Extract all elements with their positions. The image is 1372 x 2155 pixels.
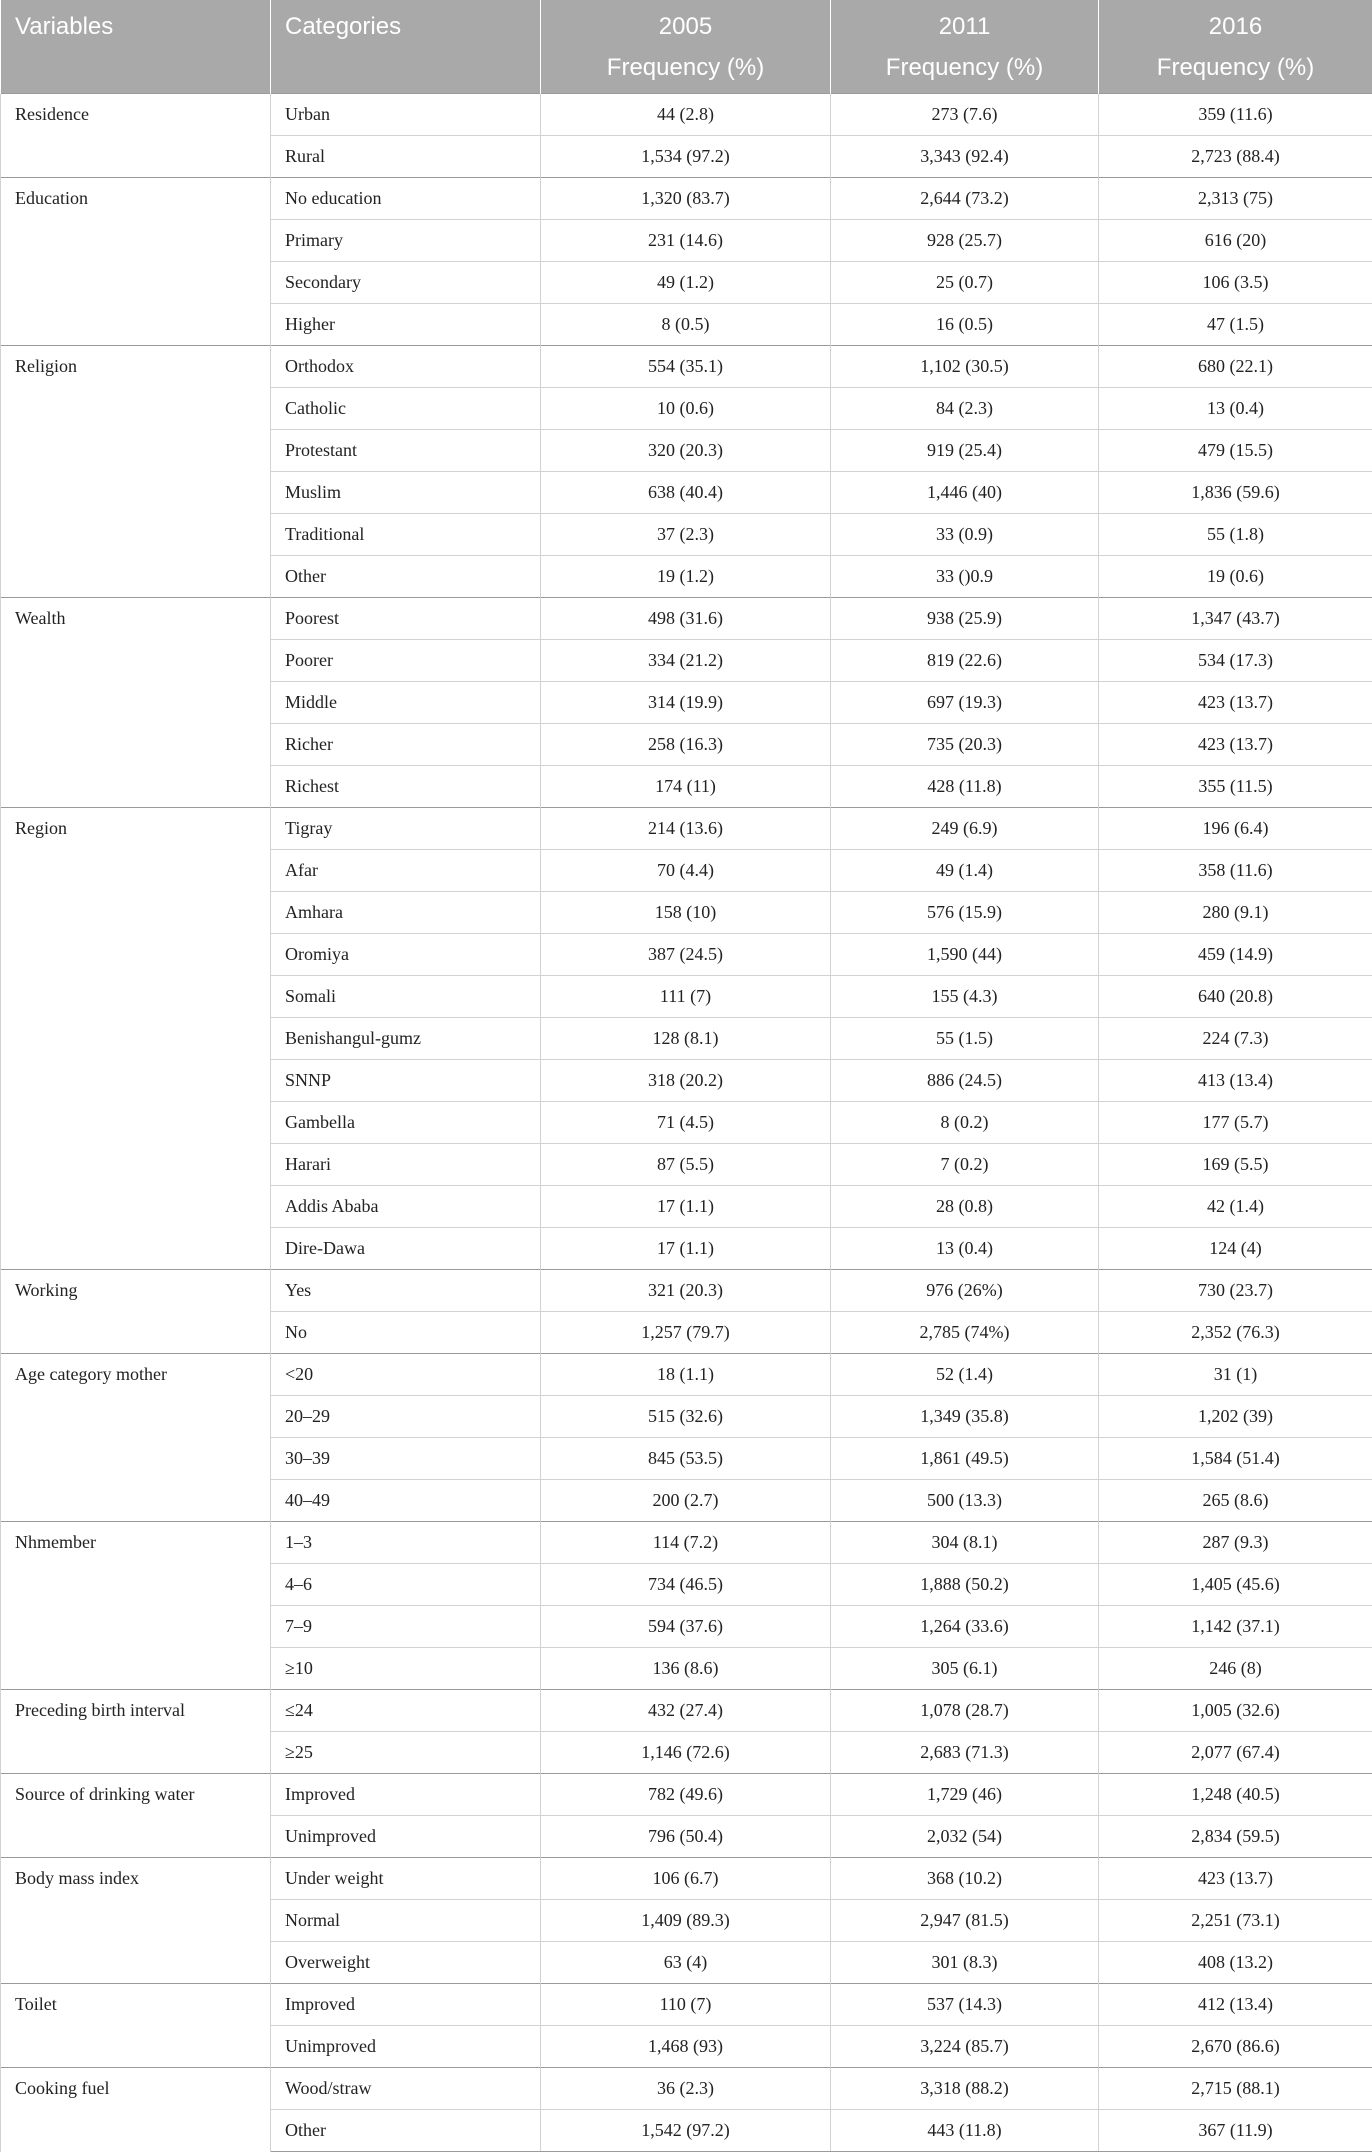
value-2005-cell: 174 (11) xyxy=(541,766,831,808)
value-2016-cell: 358 (11.6) xyxy=(1099,850,1372,892)
value-2016-cell: 2,670 (86.6) xyxy=(1099,2026,1372,2068)
value-2011-cell: 305 (6.1) xyxy=(831,1648,1099,1690)
value-2011-cell: 1,590 (44) xyxy=(831,934,1099,976)
category-cell: SNNP xyxy=(271,1060,541,1102)
table-body xyxy=(1,94,1372,2152)
variable-cell: Nhmember xyxy=(1,1522,271,1690)
category-cell: Higher xyxy=(271,304,541,346)
value-2016-cell: 169 (5.5) xyxy=(1099,1144,1372,1186)
value-2011-cell: 928 (25.7) xyxy=(831,220,1099,262)
value-2005-cell: 782 (49.6) xyxy=(541,1774,831,1816)
header-row xyxy=(1,0,1372,94)
value-2011-cell: 155 (4.3) xyxy=(831,976,1099,1018)
category-cell: Yes xyxy=(271,1270,541,1312)
category-cell: No xyxy=(271,1312,541,1354)
value-2016-cell: 31 (1) xyxy=(1099,1354,1372,1396)
value-2005-cell: 36 (2.3) xyxy=(541,2068,831,2110)
value-2016-cell: 423 (13.7) xyxy=(1099,724,1372,766)
value-2011-cell: 919 (25.4) xyxy=(831,430,1099,472)
table-row xyxy=(1,598,1372,640)
value-2011-cell: 576 (15.9) xyxy=(831,892,1099,934)
value-2011-cell: 52 (1.4) xyxy=(831,1354,1099,1396)
value-2016-cell: 640 (20.8) xyxy=(1099,976,1372,1018)
header-year-2005 xyxy=(541,0,831,94)
value-2016-cell: 124 (4) xyxy=(1099,1228,1372,1270)
value-2005-cell: 498 (31.6) xyxy=(541,598,831,640)
value-2016-cell: 106 (3.5) xyxy=(1099,262,1372,304)
variable-cell: Region xyxy=(1,808,271,1270)
category-cell: Protestant xyxy=(271,430,541,472)
value-2011-cell: 2,032 (54) xyxy=(831,1816,1099,1858)
table-row xyxy=(1,346,1372,388)
category-cell: Improved xyxy=(271,1984,541,2026)
value-2005-cell: 314 (19.9) xyxy=(541,682,831,724)
value-2016-cell: 355 (11.5) xyxy=(1099,766,1372,808)
category-cell: No education xyxy=(271,178,541,220)
value-2011-cell: 2,644 (73.2) xyxy=(831,178,1099,220)
category-cell: Tigray xyxy=(271,808,541,850)
value-2016-cell: 1,584 (51.4) xyxy=(1099,1438,1372,1480)
category-cell: 4–6 xyxy=(271,1564,541,1606)
table-row xyxy=(1,94,1372,136)
value-2016-cell: 412 (13.4) xyxy=(1099,1984,1372,2026)
header-frequency-label: Frequency (%) xyxy=(606,53,765,81)
category-cell: Under weight xyxy=(271,1858,541,1900)
value-2005-cell: 638 (40.4) xyxy=(541,472,831,514)
category-cell: Catholic xyxy=(271,388,541,430)
variable-cell: Residence xyxy=(1,94,271,178)
category-cell: Richest xyxy=(271,766,541,808)
value-2005-cell: 87 (5.5) xyxy=(541,1144,831,1186)
value-2016-cell: 423 (13.7) xyxy=(1099,682,1372,724)
category-cell: ≥25 xyxy=(271,1732,541,1774)
value-2011-cell: 443 (11.8) xyxy=(831,2110,1099,2152)
value-2016-cell: 196 (6.4) xyxy=(1099,808,1372,850)
value-2005-cell: 71 (4.5) xyxy=(541,1102,831,1144)
value-2016-cell: 246 (8) xyxy=(1099,1648,1372,1690)
value-2011-cell: 428 (11.8) xyxy=(831,766,1099,808)
value-2011-cell: 735 (20.3) xyxy=(831,724,1099,766)
category-cell: Oromiya xyxy=(271,934,541,976)
category-cell: Improved xyxy=(271,1774,541,1816)
value-2011-cell: 33 ()0.9 xyxy=(831,556,1099,598)
value-2011-cell: 2,785 (74%) xyxy=(831,1312,1099,1354)
value-2011-cell: 976 (26%) xyxy=(831,1270,1099,1312)
value-2005-cell: 231 (14.6) xyxy=(541,220,831,262)
table-row xyxy=(1,1690,1372,1732)
variable-cell: Cooking fuel xyxy=(1,2068,271,2152)
value-2016-cell: 1,405 (45.6) xyxy=(1099,1564,1372,1606)
value-2011-cell: 273 (7.6) xyxy=(831,94,1099,136)
value-2016-cell: 2,077 (67.4) xyxy=(1099,1732,1372,1774)
variable-cell: Religion xyxy=(1,346,271,598)
value-2016-cell: 459 (14.9) xyxy=(1099,934,1372,976)
category-cell: ≥10 xyxy=(271,1648,541,1690)
value-2016-cell: 413 (13.4) xyxy=(1099,1060,1372,1102)
value-2011-cell: 7 (0.2) xyxy=(831,1144,1099,1186)
value-2005-cell: 128 (8.1) xyxy=(541,1018,831,1060)
value-2016-cell: 2,715 (88.1) xyxy=(1099,2068,1372,2110)
table-row xyxy=(1,1984,1372,2026)
value-2005-cell: 1,468 (93) xyxy=(541,2026,831,2068)
value-2011-cell: 55 (1.5) xyxy=(831,1018,1099,1060)
value-2016-cell: 2,313 (75) xyxy=(1099,178,1372,220)
value-2005-cell: 1,409 (89.3) xyxy=(541,1900,831,1942)
value-2005-cell: 796 (50.4) xyxy=(541,1816,831,1858)
variable-cell: Body mass index xyxy=(1,1858,271,1984)
category-cell: 40–49 xyxy=(271,1480,541,1522)
value-2005-cell: 258 (16.3) xyxy=(541,724,831,766)
value-2005-cell: 1,534 (97.2) xyxy=(541,136,831,178)
value-2016-cell: 47 (1.5) xyxy=(1099,304,1372,346)
category-cell: Wood/straw xyxy=(271,2068,541,2110)
value-2016-cell: 287 (9.3) xyxy=(1099,1522,1372,1564)
category-cell: Muslim xyxy=(271,472,541,514)
value-2011-cell: 2,683 (71.3) xyxy=(831,1732,1099,1774)
category-cell: Dire-Dawa xyxy=(271,1228,541,1270)
value-2016-cell: 1,202 (39) xyxy=(1099,1396,1372,1438)
table-row xyxy=(1,1522,1372,1564)
value-2005-cell: 19 (1.2) xyxy=(541,556,831,598)
value-2011-cell: 886 (24.5) xyxy=(831,1060,1099,1102)
header-year-label: 2016 xyxy=(1208,12,1263,40)
value-2005-cell: 734 (46.5) xyxy=(541,1564,831,1606)
table-row xyxy=(1,178,1372,220)
value-2016-cell: 1,836 (59.6) xyxy=(1099,472,1372,514)
value-2016-cell: 280 (9.1) xyxy=(1099,892,1372,934)
value-2005-cell: 17 (1.1) xyxy=(541,1228,831,1270)
value-2011-cell: 537 (14.3) xyxy=(831,1984,1099,2026)
value-2005-cell: 17 (1.1) xyxy=(541,1186,831,1228)
category-cell: Poorer xyxy=(271,640,541,682)
value-2016-cell: 55 (1.8) xyxy=(1099,514,1372,556)
value-2016-cell: 177 (5.7) xyxy=(1099,1102,1372,1144)
category-cell: <20 xyxy=(271,1354,541,1396)
value-2005-cell: 44 (2.8) xyxy=(541,94,831,136)
table-header xyxy=(1,0,1372,94)
value-2005-cell: 845 (53.5) xyxy=(541,1438,831,1480)
value-2011-cell: 368 (10.2) xyxy=(831,1858,1099,1900)
value-2016-cell: 1,347 (43.7) xyxy=(1099,598,1372,640)
table-row xyxy=(1,808,1372,850)
value-2016-cell: 224 (7.3) xyxy=(1099,1018,1372,1060)
category-cell: 1–3 xyxy=(271,1522,541,1564)
header-frequency-label: Frequency (%) xyxy=(1156,53,1315,81)
category-cell: Normal xyxy=(271,1900,541,1942)
value-2005-cell: 1,542 (97.2) xyxy=(541,2110,831,2152)
value-2016-cell: 534 (17.3) xyxy=(1099,640,1372,682)
category-cell: Somali xyxy=(271,976,541,1018)
value-2005-cell: 594 (37.6) xyxy=(541,1606,831,1648)
value-2016-cell: 19 (0.6) xyxy=(1099,556,1372,598)
category-cell: Harari xyxy=(271,1144,541,1186)
value-2005-cell: 18 (1.1) xyxy=(541,1354,831,1396)
value-2005-cell: 111 (7) xyxy=(541,976,831,1018)
category-cell: Traditional xyxy=(271,514,541,556)
value-2005-cell: 334 (21.2) xyxy=(541,640,831,682)
value-2011-cell: 938 (25.9) xyxy=(831,598,1099,640)
header-year-label: 2005 xyxy=(658,12,713,40)
value-2011-cell: 33 (0.9) xyxy=(831,514,1099,556)
value-2005-cell: 37 (2.3) xyxy=(541,514,831,556)
value-2016-cell: 730 (23.7) xyxy=(1099,1270,1372,1312)
value-2016-cell: 2,352 (76.3) xyxy=(1099,1312,1372,1354)
value-2005-cell: 1,257 (79.7) xyxy=(541,1312,831,1354)
value-2011-cell: 500 (13.3) xyxy=(831,1480,1099,1522)
category-cell: Addis Ababa xyxy=(271,1186,541,1228)
table-row xyxy=(1,1354,1372,1396)
value-2005-cell: 158 (10) xyxy=(541,892,831,934)
value-2011-cell: 3,224 (85.7) xyxy=(831,2026,1099,2068)
value-2005-cell: 321 (20.3) xyxy=(541,1270,831,1312)
category-cell: Other xyxy=(271,556,541,598)
value-2011-cell: 1,729 (46) xyxy=(831,1774,1099,1816)
value-2011-cell: 1,102 (30.5) xyxy=(831,346,1099,388)
header-year-2016 xyxy=(1099,0,1372,94)
category-cell: Poorest xyxy=(271,598,541,640)
value-2016-cell: 265 (8.6) xyxy=(1099,1480,1372,1522)
value-2005-cell: 106 (6.7) xyxy=(541,1858,831,1900)
variable-cell: Toilet xyxy=(1,1984,271,2068)
value-2005-cell: 10 (0.6) xyxy=(541,388,831,430)
category-cell: Afar xyxy=(271,850,541,892)
value-2005-cell: 318 (20.2) xyxy=(541,1060,831,1102)
value-2016-cell: 479 (15.5) xyxy=(1099,430,1372,472)
value-2011-cell: 28 (0.8) xyxy=(831,1186,1099,1228)
value-2005-cell: 554 (35.1) xyxy=(541,346,831,388)
header-categories: Categories xyxy=(271,0,541,94)
table-row xyxy=(1,1858,1372,1900)
category-cell: Middle xyxy=(271,682,541,724)
header-year-label: 2011 xyxy=(938,12,991,40)
value-2011-cell: 1,078 (28.7) xyxy=(831,1690,1099,1732)
category-cell: Benishangul-gumz xyxy=(271,1018,541,1060)
value-2016-cell: 1,005 (32.6) xyxy=(1099,1690,1372,1732)
value-2011-cell: 697 (19.3) xyxy=(831,682,1099,724)
value-2005-cell: 320 (20.3) xyxy=(541,430,831,472)
value-2016-cell: 359 (11.6) xyxy=(1099,94,1372,136)
category-cell: 30–39 xyxy=(271,1438,541,1480)
category-cell: 7–9 xyxy=(271,1606,541,1648)
category-cell: 20–29 xyxy=(271,1396,541,1438)
value-2011-cell: 13 (0.4) xyxy=(831,1228,1099,1270)
table-row xyxy=(1,2068,1372,2110)
table-row xyxy=(1,1270,1372,1312)
value-2016-cell: 2,723 (88.4) xyxy=(1099,136,1372,178)
value-2011-cell: 1,349 (35.8) xyxy=(831,1396,1099,1438)
value-2016-cell: 367 (11.9) xyxy=(1099,2110,1372,2152)
value-2011-cell: 3,318 (88.2) xyxy=(831,2068,1099,2110)
header-year-2011 xyxy=(831,0,1099,94)
value-2011-cell: 1,264 (33.6) xyxy=(831,1606,1099,1648)
value-2011-cell: 25 (0.7) xyxy=(831,262,1099,304)
value-2011-cell: 2,947 (81.5) xyxy=(831,1900,1099,1942)
value-2011-cell: 1,861 (49.5) xyxy=(831,1438,1099,1480)
variable-cell: Wealth xyxy=(1,598,271,808)
value-2016-cell: 1,248 (40.5) xyxy=(1099,1774,1372,1816)
value-2016-cell: 13 (0.4) xyxy=(1099,388,1372,430)
value-2016-cell: 42 (1.4) xyxy=(1099,1186,1372,1228)
value-2005-cell: 214 (13.6) xyxy=(541,808,831,850)
value-2016-cell: 680 (22.1) xyxy=(1099,346,1372,388)
value-2011-cell: 1,446 (40) xyxy=(831,472,1099,514)
value-2005-cell: 110 (7) xyxy=(541,1984,831,2026)
value-2005-cell: 387 (24.5) xyxy=(541,934,831,976)
category-cell: Richer xyxy=(271,724,541,766)
value-2011-cell: 249 (6.9) xyxy=(831,808,1099,850)
category-cell: Overweight xyxy=(271,1942,541,1984)
value-2011-cell: 304 (8.1) xyxy=(831,1522,1099,1564)
value-2011-cell: 819 (22.6) xyxy=(831,640,1099,682)
value-2005-cell: 515 (32.6) xyxy=(541,1396,831,1438)
value-2005-cell: 136 (8.6) xyxy=(541,1648,831,1690)
header-frequency-label: Frequency (%) xyxy=(885,53,1044,81)
value-2011-cell: 8 (0.2) xyxy=(831,1102,1099,1144)
value-2016-cell: 616 (20) xyxy=(1099,220,1372,262)
variable-cell: Education xyxy=(1,178,271,346)
value-2016-cell: 408 (13.2) xyxy=(1099,1942,1372,1984)
category-cell: Amhara xyxy=(271,892,541,934)
value-2011-cell: 16 (0.5) xyxy=(831,304,1099,346)
variable-cell: Working xyxy=(1,1270,271,1354)
category-cell: Other xyxy=(271,2110,541,2152)
value-2005-cell: 70 (4.4) xyxy=(541,850,831,892)
category-cell: Orthodox xyxy=(271,346,541,388)
value-2011-cell: 301 (8.3) xyxy=(831,1942,1099,1984)
category-cell: Urban xyxy=(271,94,541,136)
value-2011-cell: 3,343 (92.4) xyxy=(831,136,1099,178)
value-2005-cell: 8 (0.5) xyxy=(541,304,831,346)
header-variables: Variables xyxy=(1,0,271,94)
value-2005-cell: 49 (1.2) xyxy=(541,262,831,304)
variable-cell: Source of drinking water xyxy=(1,1774,271,1858)
value-2005-cell: 200 (2.7) xyxy=(541,1480,831,1522)
value-2005-cell: 1,146 (72.6) xyxy=(541,1732,831,1774)
value-2005-cell: 1,320 (83.7) xyxy=(541,178,831,220)
value-2016-cell: 423 (13.7) xyxy=(1099,1858,1372,1900)
value-2011-cell: 84 (2.3) xyxy=(831,388,1099,430)
value-2005-cell: 63 (4) xyxy=(541,1942,831,1984)
category-cell: Gambella xyxy=(271,1102,541,1144)
category-cell: Primary xyxy=(271,220,541,262)
value-2016-cell: 1,142 (37.1) xyxy=(1099,1606,1372,1648)
value-2011-cell: 49 (1.4) xyxy=(831,850,1099,892)
table-row xyxy=(1,1774,1372,1816)
category-cell: Unimproved xyxy=(271,2026,541,2068)
variable-cell: Preceding birth interval xyxy=(1,1690,271,1774)
category-cell: Secondary xyxy=(271,262,541,304)
value-2011-cell: 1,888 (50.2) xyxy=(831,1564,1099,1606)
value-2005-cell: 432 (27.4) xyxy=(541,1690,831,1732)
value-2016-cell: 2,251 (73.1) xyxy=(1099,1900,1372,1942)
value-2005-cell: 114 (7.2) xyxy=(541,1522,831,1564)
category-cell: ≤24 xyxy=(271,1690,541,1732)
category-cell: Rural xyxy=(271,136,541,178)
category-cell: Unimproved xyxy=(271,1816,541,1858)
value-2016-cell: 2,834 (59.5) xyxy=(1099,1816,1372,1858)
variable-cell: Age category mother xyxy=(1,1354,271,1522)
